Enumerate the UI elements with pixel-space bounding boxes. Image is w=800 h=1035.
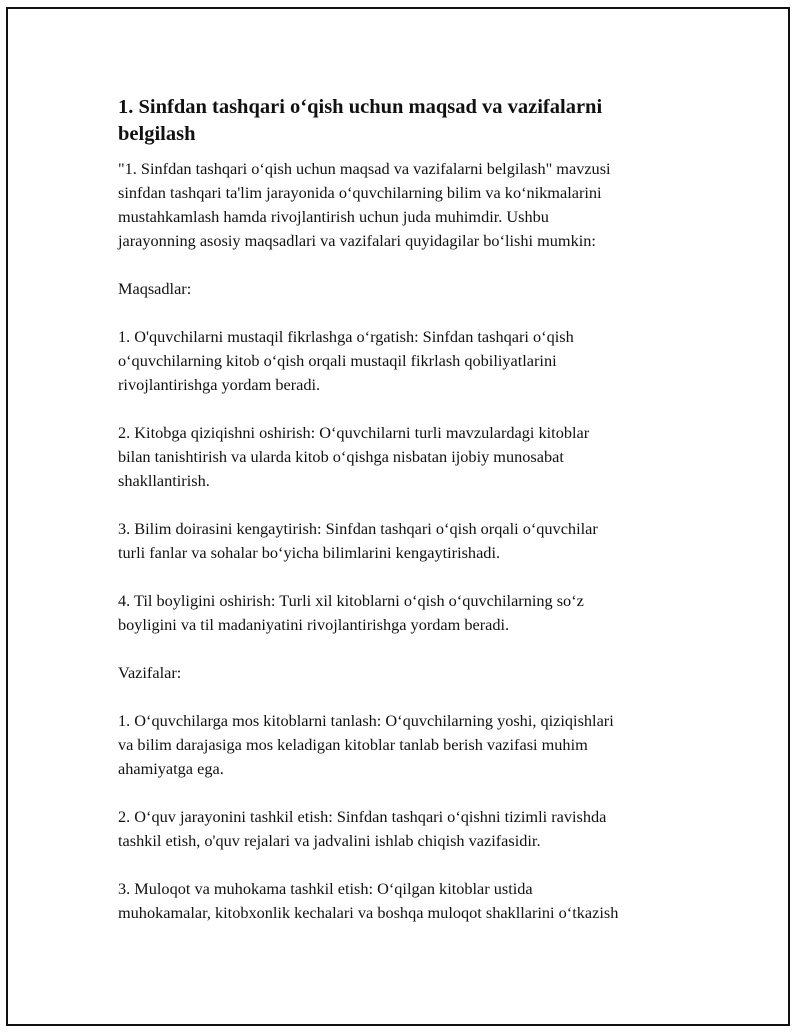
goal-item-1: 1. O'quvchilarni mustaqil fikrlashga o‘rgatish: Sinfdan tashqari o‘qish o‘quvchilarning kitob o‘qish orqali mustaqil fikrlash qobiliyatlarini rivojlantirishga yordam beradi. bbox=[118, 327, 574, 394]
goal-item-2: 2. Kitobga qiziqishni oshirish: O‘quvchilarni turli mavzulardagi kitoblar bilan tanishtirish va ularda kitob o‘qishga nisbatan ijobiy munosabat shakllantirish. bbox=[118, 423, 590, 490]
goal-item-4: 4. Til boyligini oshirish: Turli xil kitoblarni o‘qish o‘quvchilarning so‘z boyligini va til madaniyatini rivojlantirishga yordam beradi. bbox=[118, 591, 584, 634]
task-item-3: 3. Muloqot va muhokama tashkil etish: O‘qilgan kitoblar ustida muhokamalar, kitobxonlik kechalari va boshqa muloqot shakllarini o‘tkazish bbox=[118, 879, 619, 922]
task-item-2: 2. O‘quv jarayonini tashkil etish: Sinfdan tashqari o‘qishni tizimli ravishda tashkil etish, o'quv rejalari va jadvalini ishlab chiqish vazifasidir. bbox=[118, 807, 607, 850]
goals-label: Maqsadlar: bbox=[118, 279, 192, 298]
goal-item-3: 3. Bilim doirasini kengaytirish: Sinfdan tashqari o‘qish orqali o‘quvchilar turli fanlar va sohalar bo‘yicha bilimlarini kengaytirishadi. bbox=[118, 519, 598, 562]
intro-paragraph: "1. Sinfdan tashqari o‘qish uchun maqsad va vazifalarni belgilash" mavzusi sinfdan tashqari ta'lim jarayonida o‘quvchilarning bilim va ko‘nikmalarini mustahkamlash hamda rivojlantirish uchun juda muhimdir. Ushbu jarayonning asosiy maqsadlari va vazifalari quyidagilar bo‘lishi mumkin: bbox=[118, 159, 611, 250]
tasks-label: Vazifalar: bbox=[118, 663, 182, 682]
section-heading: 1. Sinfdan tashqari o‘qish uchun maqsad va vazifalarni belgilash bbox=[118, 96, 603, 145]
task-item-1: 1. O‘quvchilarga mos kitoblarni tanlash: O‘quvchilarning yoshi, qiziqishlari va bilim darajasiga mos keladigan kitoblar tanlab berish vazifasi muhim ahamiyatga ega. bbox=[118, 711, 614, 778]
document-body bbox=[118, 94, 698, 949]
